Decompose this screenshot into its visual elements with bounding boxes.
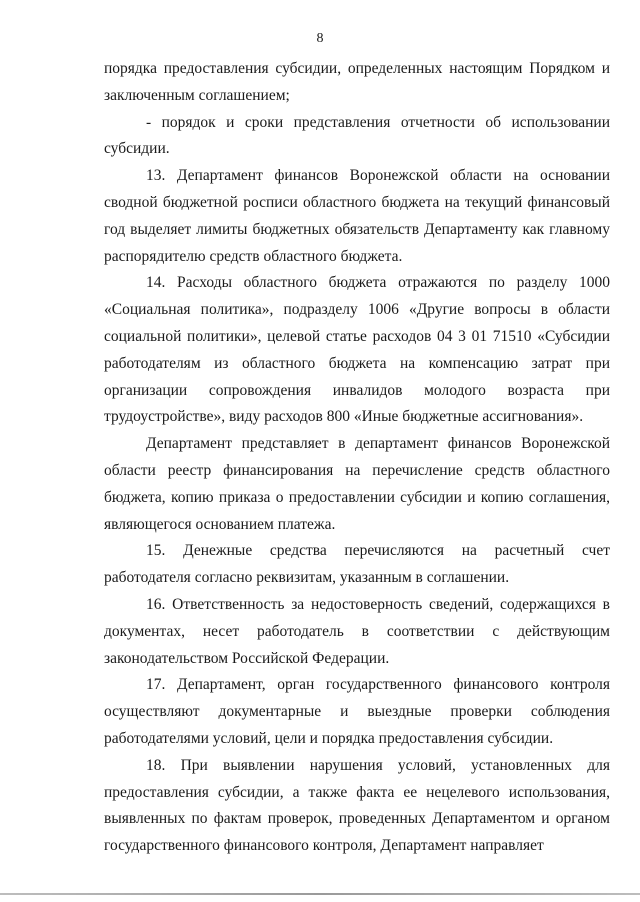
paragraph-13: 13. Департамент финансов Воронежской области на основании сводной бюджетной росписи областного бюджета на текущий финансовый год выделяет лимиты бюджетных обязательств Департаменту как главному распорядителю средств областного бюджета.	[104, 167, 610, 265]
page-bottom-edge	[0, 893, 640, 895]
paragraph-continuation: порядка предоставления субсидии, определенных настоящим Порядком и заключенным соглашением;	[104, 60, 610, 104]
paragraph-14-continued: Департамент представляет в департамент финансов Воронежской области реестр финансирования на перечисление средств областного бюджета, копию приказа о предоставлении субсидии и копию соглашения, являющегося основанием платежа.	[104, 435, 610, 533]
paragraph-18: 18. При выявлении нарушения условий, установленных для предоставления субсидии, а также факта ее нецелевого использования, выявленных по фактам проверок, проведенных Департаментом и органом государственного финансового контроля, Департамент направляет	[104, 756, 610, 855]
paragraph-16: 16. Ответственность за недостоверность сведений, содержащихся в документах, несет работодатель в соответствии с действующим законодательством Российской Федерации.	[104, 595, 610, 667]
paragraph-dash-item: - порядок и сроки представления отчетности об использовании субсидии.	[104, 113, 610, 158]
paragraph-15: 15. Денежные средства перечисляются на расчетный счет работодателя согласно реквизитам, указанным в соглашении.	[104, 542, 610, 587]
page-number: 8	[316, 31, 324, 46]
paragraph-14: 14. Расходы областного бюджета отражаются по разделу 1000 «Социальная политика», подразделу 1006 «Другие вопросы в области социальной политики», целевой статье расходов 04 3 01 71510 «Субсидии работодателям из областного бюджета на компенсацию затрат при организации сопровождения инвалидов молодого возраста при трудоустройстве», виду расходов 800 «Иные бюджетные ассигнования».	[104, 274, 610, 426]
paragraph-17: 17. Департамент, орган государственного финансового контроля осуществляют документарные и выездные проверки соблюдения работодателями условий, цели и порядка предоставления субсидии.	[104, 676, 610, 747]
document-body	[104, 56, 610, 860]
